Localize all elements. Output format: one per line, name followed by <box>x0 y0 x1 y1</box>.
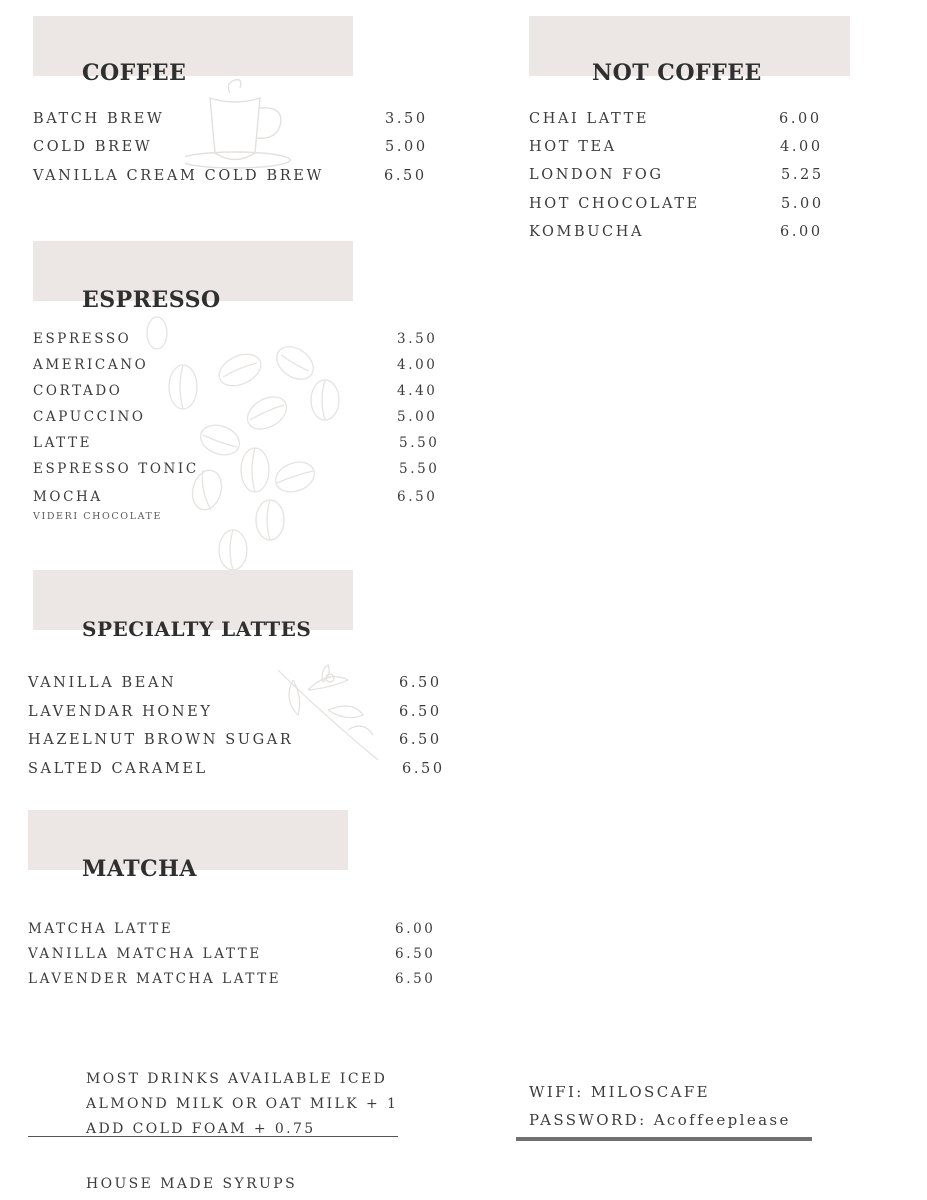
menu-item-vanilla-cream-cold-brew <box>33 168 427 184</box>
item-name: LATTE <box>33 435 93 451</box>
item-name: ESPRESSO <box>33 331 132 347</box>
item-name: LAVENDAR HONEY <box>28 704 213 720</box>
coffee-header-band <box>33 16 353 76</box>
item-price: 5.50 <box>399 461 440 477</box>
menu-item-cortado <box>33 383 438 399</box>
menu-item-hot-chocolate <box>529 196 824 212</box>
item-price: 5.00 <box>781 196 824 212</box>
menu-item-capuccino <box>33 409 438 425</box>
item-price: 5.00 <box>385 139 428 155</box>
item-price: 6.50 <box>384 168 427 184</box>
not-coffee-title: NOT COFFEE <box>592 60 762 86</box>
menu-item-mocha <box>33 489 438 505</box>
item-price: 3.50 <box>385 111 428 127</box>
item-name: LAVENDER MATCHA LATTE <box>28 971 282 987</box>
menu-item-matcha-latte <box>28 921 436 937</box>
menu-item-espresso <box>33 331 438 347</box>
menu-item-americano <box>33 357 438 373</box>
item-price: 6.00 <box>780 224 823 240</box>
item-name: HAZELNUT BROWN SUGAR <box>28 732 294 748</box>
item-price: 3.50 <box>397 331 438 347</box>
menu-item-batch-brew <box>33 111 428 127</box>
coffee-beans-icon <box>145 315 355 575</box>
item-name: MOCHA <box>33 489 103 505</box>
notes-divider <box>28 1136 398 1137</box>
mocha-chocolate-note: VIDERI CHOCOLATE <box>33 511 163 522</box>
coffee-cup-icon <box>185 78 305 178</box>
vanilla-flower-icon <box>268 660 388 770</box>
item-price: 4.00 <box>780 139 823 155</box>
item-price: 6.50 <box>399 675 442 691</box>
item-name: ESPRESSO TONIC <box>33 461 199 477</box>
menu-item-kombucha <box>529 224 823 240</box>
item-price: 5.25 <box>781 167 824 183</box>
menu-item-latte <box>33 435 440 451</box>
item-price: 4.40 <box>397 383 438 399</box>
item-name: HOT TEA <box>529 139 617 155</box>
item-name: CORTADO <box>33 383 123 399</box>
menu-item-vanilla-matcha-latte <box>28 946 436 962</box>
item-name: COLD BREW <box>33 139 153 155</box>
item-name: AMERICANO <box>33 357 149 373</box>
espresso-title: ESPRESSO <box>82 287 221 313</box>
menu-item-lavender-matcha-latte <box>28 971 436 987</box>
item-price: 6.50 <box>399 704 442 720</box>
menu-item-salted-caramel <box>28 761 445 777</box>
item-name: LONDON FOG <box>529 167 664 183</box>
item-name: VANILLA BEAN <box>28 675 177 691</box>
milk-note: ALMOND MILK OR OAT MILK + 1 <box>86 1096 399 1112</box>
item-name: BATCH BREW <box>33 111 165 127</box>
item-name: VANILLA MATCHA LATTE <box>28 946 262 962</box>
item-price: 5.00 <box>397 409 438 425</box>
menu-item-chai-latte <box>529 111 822 127</box>
item-price: 6.00 <box>779 111 822 127</box>
matcha-title: MATCHA <box>82 856 197 882</box>
menu-item-hot-tea <box>529 139 823 155</box>
item-name: MATCHA LATTE <box>28 921 174 937</box>
item-price: 6.50 <box>402 761 445 777</box>
item-price: 4.00 <box>397 357 438 373</box>
menu-item-espresso-tonic <box>33 461 440 477</box>
item-name: VANILLA CREAM COLD BREW <box>33 168 324 184</box>
item-price: 6.50 <box>395 971 436 987</box>
item-price: 5.50 <box>399 435 440 451</box>
menu-item-vanilla-bean <box>28 675 442 691</box>
item-name: KOMBUCHA <box>529 224 645 240</box>
item-name: CHAI LATTE <box>529 111 650 127</box>
wifi-divider <box>516 1137 812 1141</box>
item-name: HOT CHOCOLATE <box>529 196 700 212</box>
item-price: 6.50 <box>399 732 442 748</box>
cold-foam-note: ADD COLD FOAM + 0.75 <box>86 1121 316 1137</box>
item-name: CAPUCCINO <box>33 409 146 425</box>
item-price: 6.50 <box>395 946 436 962</box>
wifi-network: WIFI: MILOSCAFE <box>529 1083 710 1101</box>
item-price: 6.00 <box>395 921 436 937</box>
item-price: 6.50 <box>397 489 438 505</box>
menu-item-cold-brew <box>33 139 428 155</box>
wifi-password: PASSWORD: Acoffeeplease <box>529 1111 791 1129</box>
menu-item-london-fog <box>529 167 824 183</box>
iced-note: MOST DRINKS AVAILABLE ICED <box>86 1071 388 1087</box>
item-name: SALTED CARAMEL <box>28 761 208 777</box>
coffee-title: COFFEE <box>82 60 187 86</box>
menu-item-lavendar-honey <box>28 704 442 720</box>
menu-item-hazelnut-brown-sugar <box>28 732 442 748</box>
specialty-title: SPECIALTY LATTES <box>82 617 312 641</box>
syrups-note: HOUSE MADE SYRUPS <box>86 1176 298 1192</box>
